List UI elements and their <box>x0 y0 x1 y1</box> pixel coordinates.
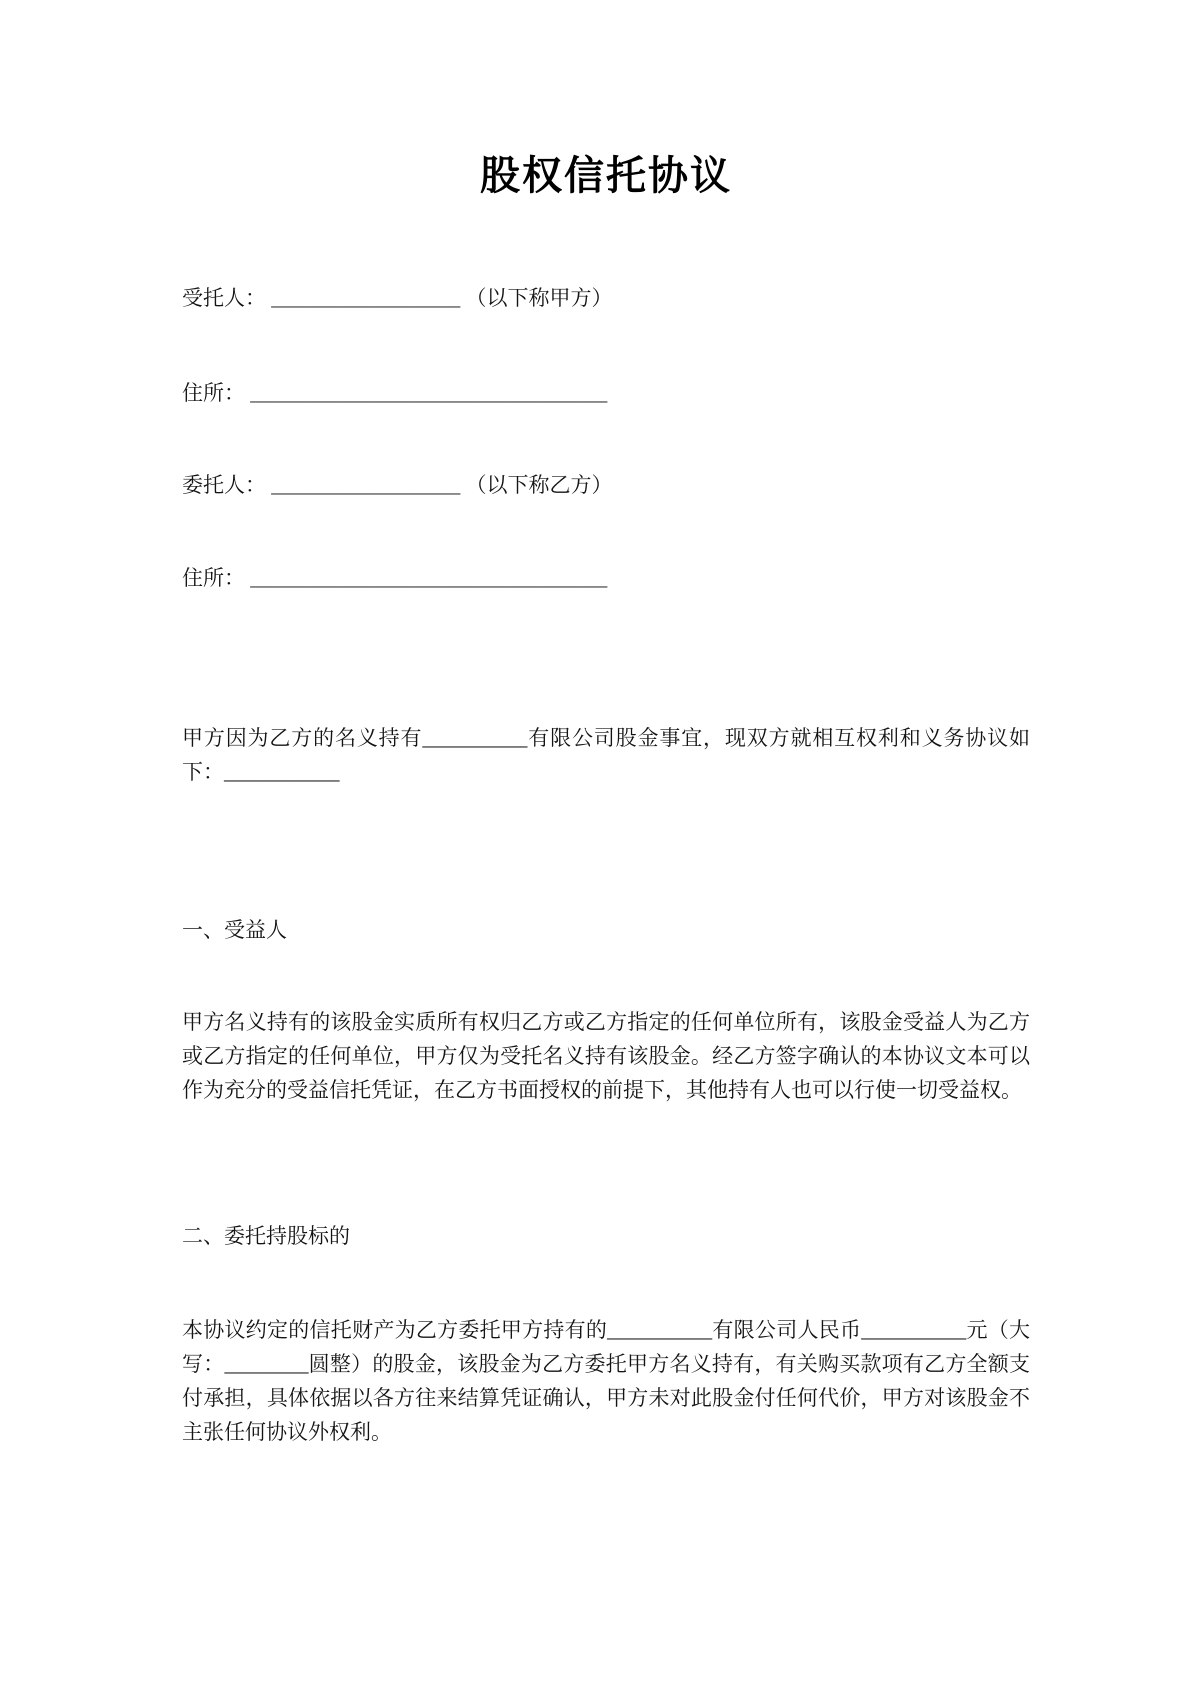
section-2-heading: 二、委托持股标的 <box>182 1224 350 1248</box>
trustee-label: 受托人： <box>182 286 266 310</box>
trustee-address-field-line <box>182 378 1030 408</box>
trustee-address-label: 住所： <box>182 381 245 405</box>
section-1-heading: 一、受益人 <box>182 918 287 942</box>
client-address-blank-field: __________________________________ <box>250 566 608 590</box>
section-1-body-paragraph: 甲方名义持有的该股金实质所有权归乙方或乙方指定的任何单位所有，该股金受益人为乙方或乙方指定的任何单位，甲方仅为受托名义持有该股金。经乙方签字确认的本协议文本可以作为充分的受益信托凭证，在乙方书面授权的前提下，其他持有人也可以行使一切受益权。 <box>182 1010 1030 1102</box>
section-2-body-paragraph: 本协议约定的信托财产为乙方委托甲方持有的__________有限公司人民币__________元（大写：________圆整）的股金，该股金为乙方委托甲方名义持有，有关购买款项有乙方全额支付承担，具体依据以各方往来结算凭证确认，甲方未对此股金付任何代价，甲方对该股金不主张任何协议外权利。 <box>182 1318 1030 1444</box>
trustee-field-line <box>182 283 1030 313</box>
trustee-blank-field: __________________ <box>271 286 461 310</box>
client-label: 委托人： <box>182 473 266 497</box>
client-field-line <box>182 470 1030 500</box>
client-blank-field: __________________ <box>271 473 461 497</box>
document-title: 股权信托协议 <box>480 153 732 198</box>
client-alias-note: （以下称乙方） <box>465 473 613 497</box>
intro-clause-paragraph: 甲方因为乙方的名义持有__________有限公司股金事宜，现双方就相互权利和义务协议如下：___________ <box>182 726 1030 784</box>
client-address-label: 住所： <box>182 566 245 590</box>
trustee-alias-note: （以下称甲方） <box>465 286 613 310</box>
client-address-field-line <box>182 563 1030 593</box>
trustee-address-blank-field: __________________________________ <box>250 381 608 405</box>
